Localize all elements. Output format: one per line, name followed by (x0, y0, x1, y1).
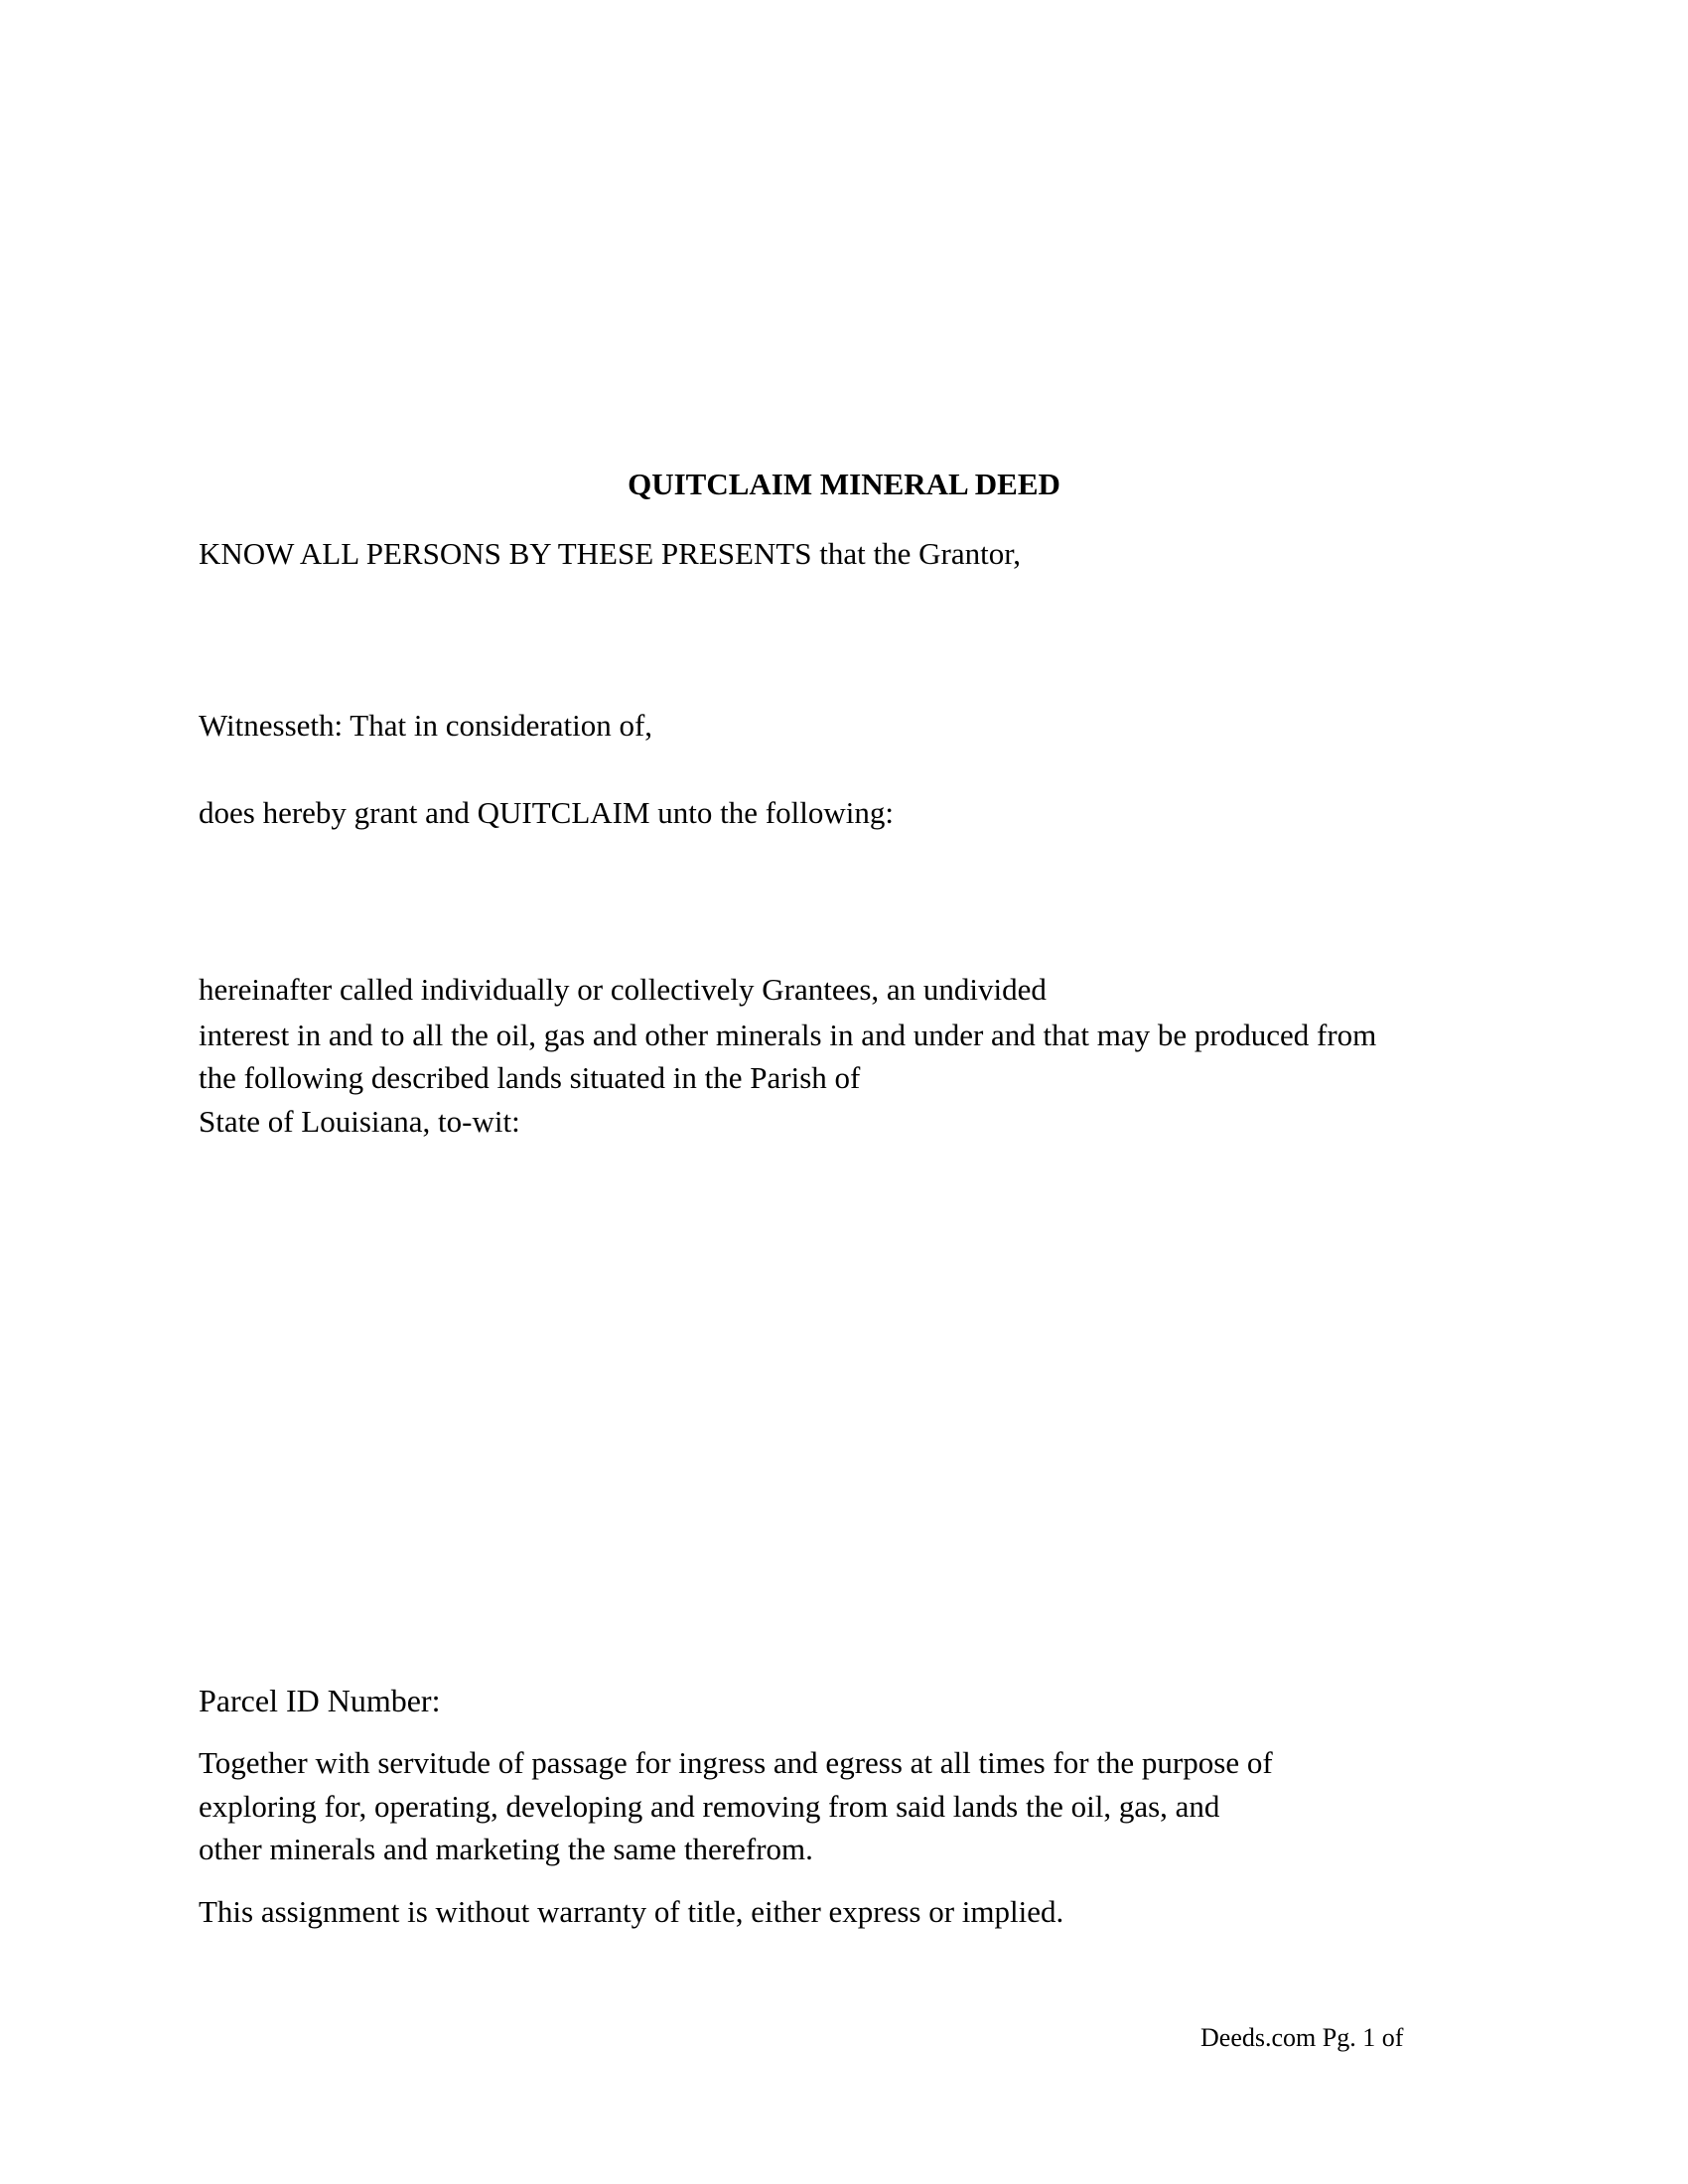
page-footer: Deeds.com Pg. 1 of (1200, 2023, 1404, 2052)
grantees-line: hereinafter called individually or collectively Grantees, an undivided (199, 972, 1047, 1007)
grant-paragraph: does hereby grant and QUITCLAIM unto the following: (199, 795, 894, 830)
servitude-line: Together with servitude of passage for ingress and egress at all times for the purpose of (199, 1745, 1273, 1780)
parcel-id-label: Parcel ID Number: (199, 1683, 441, 1718)
grantees-line: the following described lands situated in the Parish of (199, 1060, 861, 1095)
grantees-line: interest in and to all the oil, gas and other minerals in and under and that may be produced from (199, 1018, 1377, 1052)
intro-paragraph: KNOW ALL PERSONS BY THESE PRESENTS that the Grantor, (199, 536, 1022, 571)
witnesseth-paragraph: Witnesseth: That in consideration of, (199, 708, 653, 743)
warranty-paragraph: This assignment is without warranty of title, either express or implied. (199, 1894, 1064, 1929)
document-title: QUITCLAIM MINERAL DEED (628, 467, 1060, 501)
servitude-line: exploring for, operating, developing and removing from said lands the oil, gas, and (199, 1789, 1220, 1824)
grantees-line: State of Louisiana, to-wit: (199, 1104, 520, 1139)
servitude-line: other minerals and marketing the same therefrom. (199, 1832, 813, 1866)
